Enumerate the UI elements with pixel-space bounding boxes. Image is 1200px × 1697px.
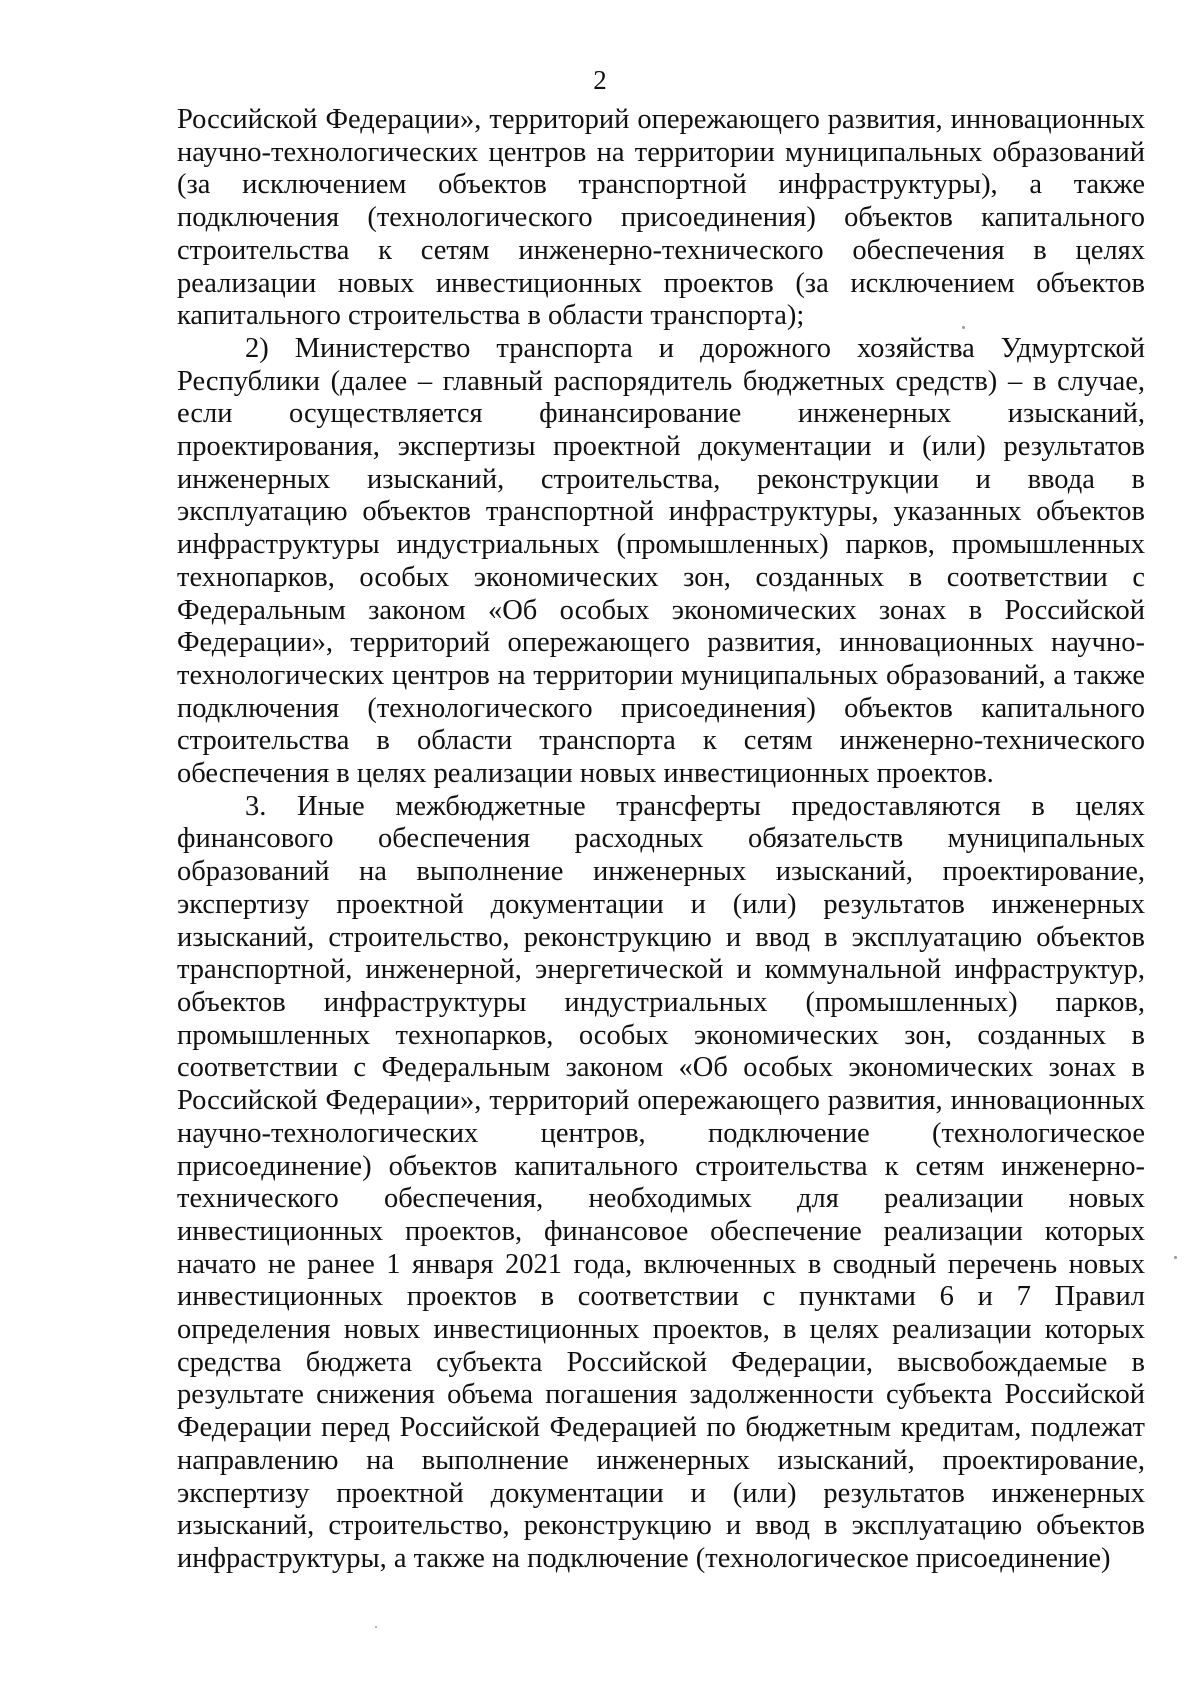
- paragraph-continuation: Российской Федерации», территорий опережающего развития, инновационных научно-технологических центров на территории муниципальных образований (за исключением объектов транспортной инфраструктуры), а также подключения (технологического присоединения) объектов капитального строительства к сетям инженерно-технического обеспечения в целях реализации новых инвестиционных проектов (за исключением объектов капитального строительства в области транспорта);: [177, 104, 1145, 332]
- paragraph-item-2: 2) Министерство транспорта и дорожного хозяйства Удмуртской Республики (далее – главный распорядитель бюджетных средств) – в случае, если осуществляется финансирование инженерных изысканий, проектирования, экспертизы проектной документации и (или) результатов инженерных изысканий, строительства, реконструкции и ввода в эксплуатацию объектов транспортной инфраструктуры, указанных объектов инфраструктуры индустриальных (промышленных) парков, промышленных технопарков, особых экономических зон, созданных в соответствии с Федеральным законом «Об особых экономических зонах в Российской Федерации», территорий опережающего развития, инновационных научно-технологических центров на территории муниципальных образований, а также подключения (технологического присоединения) объектов капитального строительства в области транспорта к сетям инженерно-технического обеспечения в целях реализации новых инвестиционных проектов.: [177, 332, 1145, 790]
- page-number: 2: [593, 65, 607, 95]
- scan-speck: [1174, 1256, 1177, 1259]
- document-body: [177, 104, 1145, 1576]
- scan-speck: [962, 326, 965, 329]
- paragraph-clause-3: 3. Иные межбюджетные трансферты предоставляются в целях финансового обеспечения расходных обязательств муниципальных образований на выполнение инженерных изысканий, проектирование, экспертизу проектной документации и (или) результатов инженерных изысканий, строительство, реконструкцию и ввод в эксплуатацию объектов транспортной, инженерной, энергетической и коммунальной инфраструктур, объектов инфраструктуры индустриальных (промышленных) парков, промышленных технопарков, особых экономических зон, созданных в соответствии с Федеральным законом «Об особых экономических зонах в Российской Федерации», территорий опережающего развития, инновационных научно-технологических центров, подключение (технологическое присоединение) объектов капитального строительства к сетям инженерно-технического обеспечения, необходимых для реализации новых инвестиционных проектов, финансовое обеспечение реализации которых начато не ранее 1 января 2021 года, включенных в сводный перечень новых инвестиционных проектов в соответствии с пунктами 6 и 7 Правил определения новых инвестиционных проектов, в целях реализации которых средства бюджета субъекта Российской Федерации, высвобождаемые в результате снижения объема погашения задолженности субъекта Российской Федерации перед Российской Федерацией по бюджетным кредитам, подлежат направлению на выполнение инженерных изысканий, проектирование, экспертизу проектной документации и (или) результатов инженерных изысканий, строительство, реконструкцию и ввод в эксплуатацию объектов инфраструктуры, а также на подключение (технологическое присоединение): [177, 790, 1145, 1574]
- scan-speck: [375, 1626, 377, 1628]
